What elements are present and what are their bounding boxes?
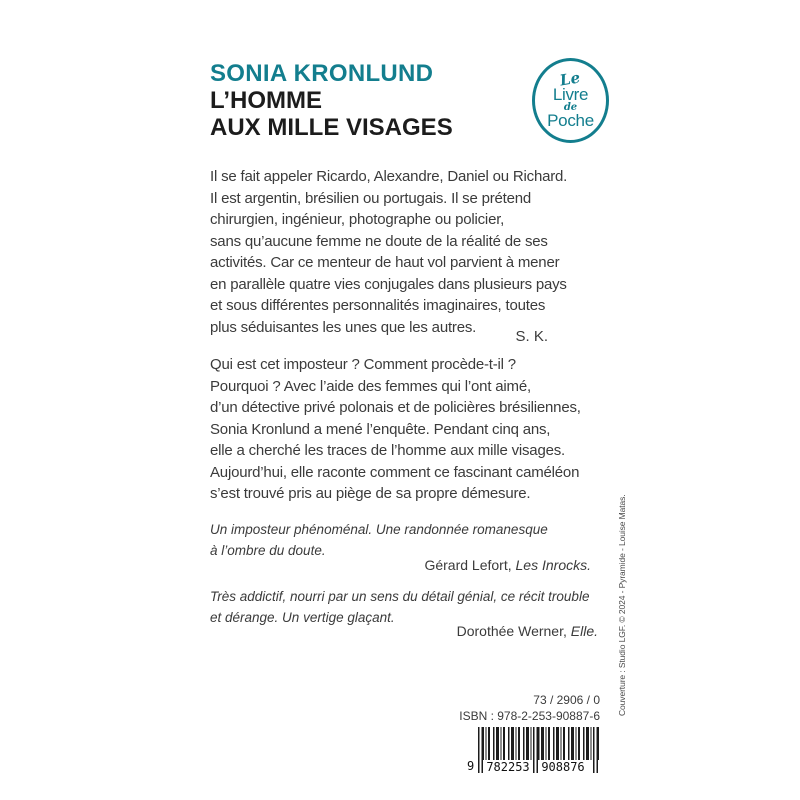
quote-line: Très addictif, nourri par un sens du détail génial, ce récit trouble <box>210 589 590 604</box>
publisher-logo-le: Le <box>558 67 582 90</box>
barcode-digits-group-2: 908876 <box>538 760 588 775</box>
book-title-line-1: L’HOMME <box>210 87 322 114</box>
synopsis-line: Il se fait appeler Ricardo, Alexandre, Daniel ou Richard. <box>210 168 568 185</box>
synopsis-line: Il est argentin, brésilien ou portugais. Il se prétend <box>210 189 532 207</box>
publisher-logo <box>532 58 609 143</box>
barcode-guard-right <box>593 727 598 773</box>
publication-name: Les Inrocks. <box>515 557 591 573</box>
synopsis-line: Qui est cet imposteur ? Comment procède-t-il ? <box>210 356 516 373</box>
synopsis-line: sans qu’aucune femme ne doute de la réalité de ses <box>210 232 548 250</box>
ean-barcode <box>467 727 599 775</box>
print-code: 73 / 2906 / 0 <box>533 693 600 707</box>
quote-line: à l’ombre du doute. <box>210 543 326 558</box>
synopsis-line: Aujourd’hui, elle raconte comment ce fascinant caméléon <box>210 463 580 481</box>
synopsis-line: elle a cherché les traces de l’homme aux mille visages. <box>210 442 565 459</box>
press-quote-2-attribution <box>210 622 598 641</box>
publication-name: Elle. <box>570 623 598 639</box>
author-initials: S. K. <box>515 328 548 345</box>
barcode-digits-group-1: 782253 <box>483 760 533 775</box>
isbn-number: ISBN : 978-2-253-90887-6 <box>459 709 600 723</box>
book-title-line-2: AUX MILLE VISAGES <box>210 114 453 141</box>
barcode-lead-digit: 9 <box>467 759 475 773</box>
synopsis-line: plus séduisantes les unes que les autres. <box>210 318 477 336</box>
synopsis-line: chirurgien, ingénieur, photographe ou policier, <box>210 211 505 228</box>
book-title <box>210 87 453 141</box>
synopsis-line: Pourquoi ? Avec l’aide des femmes qui l’ont aimé, <box>210 377 531 395</box>
synopsis-line: activités. Car ce menteur de haut vol parvient à mener <box>210 254 560 271</box>
press-quote-1 <box>210 519 548 561</box>
synopsis-paragraph-2 <box>210 354 581 505</box>
synopsis-paragraph-1 <box>210 166 567 338</box>
synopsis-line: d’un détective privé polonais et de policières brésiliennes, <box>210 399 581 416</box>
quote-line: Un imposteur phénoménal. Une randonnée romanesque <box>210 522 548 537</box>
barcode-bars <box>478 727 599 760</box>
critic-name: Dorothée Werner, <box>456 623 571 639</box>
synopsis-line: s’est trouvé pris au piège de sa propre démesure. <box>210 485 531 502</box>
quote-line: et dérange. Un vertige glaçant. <box>210 610 395 625</box>
publisher-logo-de: de <box>563 101 578 113</box>
cover-credit-vertical: Couverture : Studio LGF. © 2024 - Pyramide - Louise Matas. <box>617 494 627 716</box>
synopsis-line: Sonia Kronlund a mené l’enquête. Pendant cinq ans, <box>210 420 551 438</box>
publisher-logo-livre: Livre <box>552 84 589 104</box>
synopsis-line: et sous différentes personnalités imaginaires, toutes <box>210 297 546 314</box>
author-name: SONIA KRONLUND <box>210 60 434 87</box>
publisher-logo-poche: Poche <box>547 110 594 130</box>
synopsis-line: en parallèle quatre vies conjugales dans plusieurs pays <box>210 275 567 293</box>
critic-name: Gérard Lefort, <box>424 557 516 573</box>
press-quote-1-attribution <box>210 556 591 575</box>
